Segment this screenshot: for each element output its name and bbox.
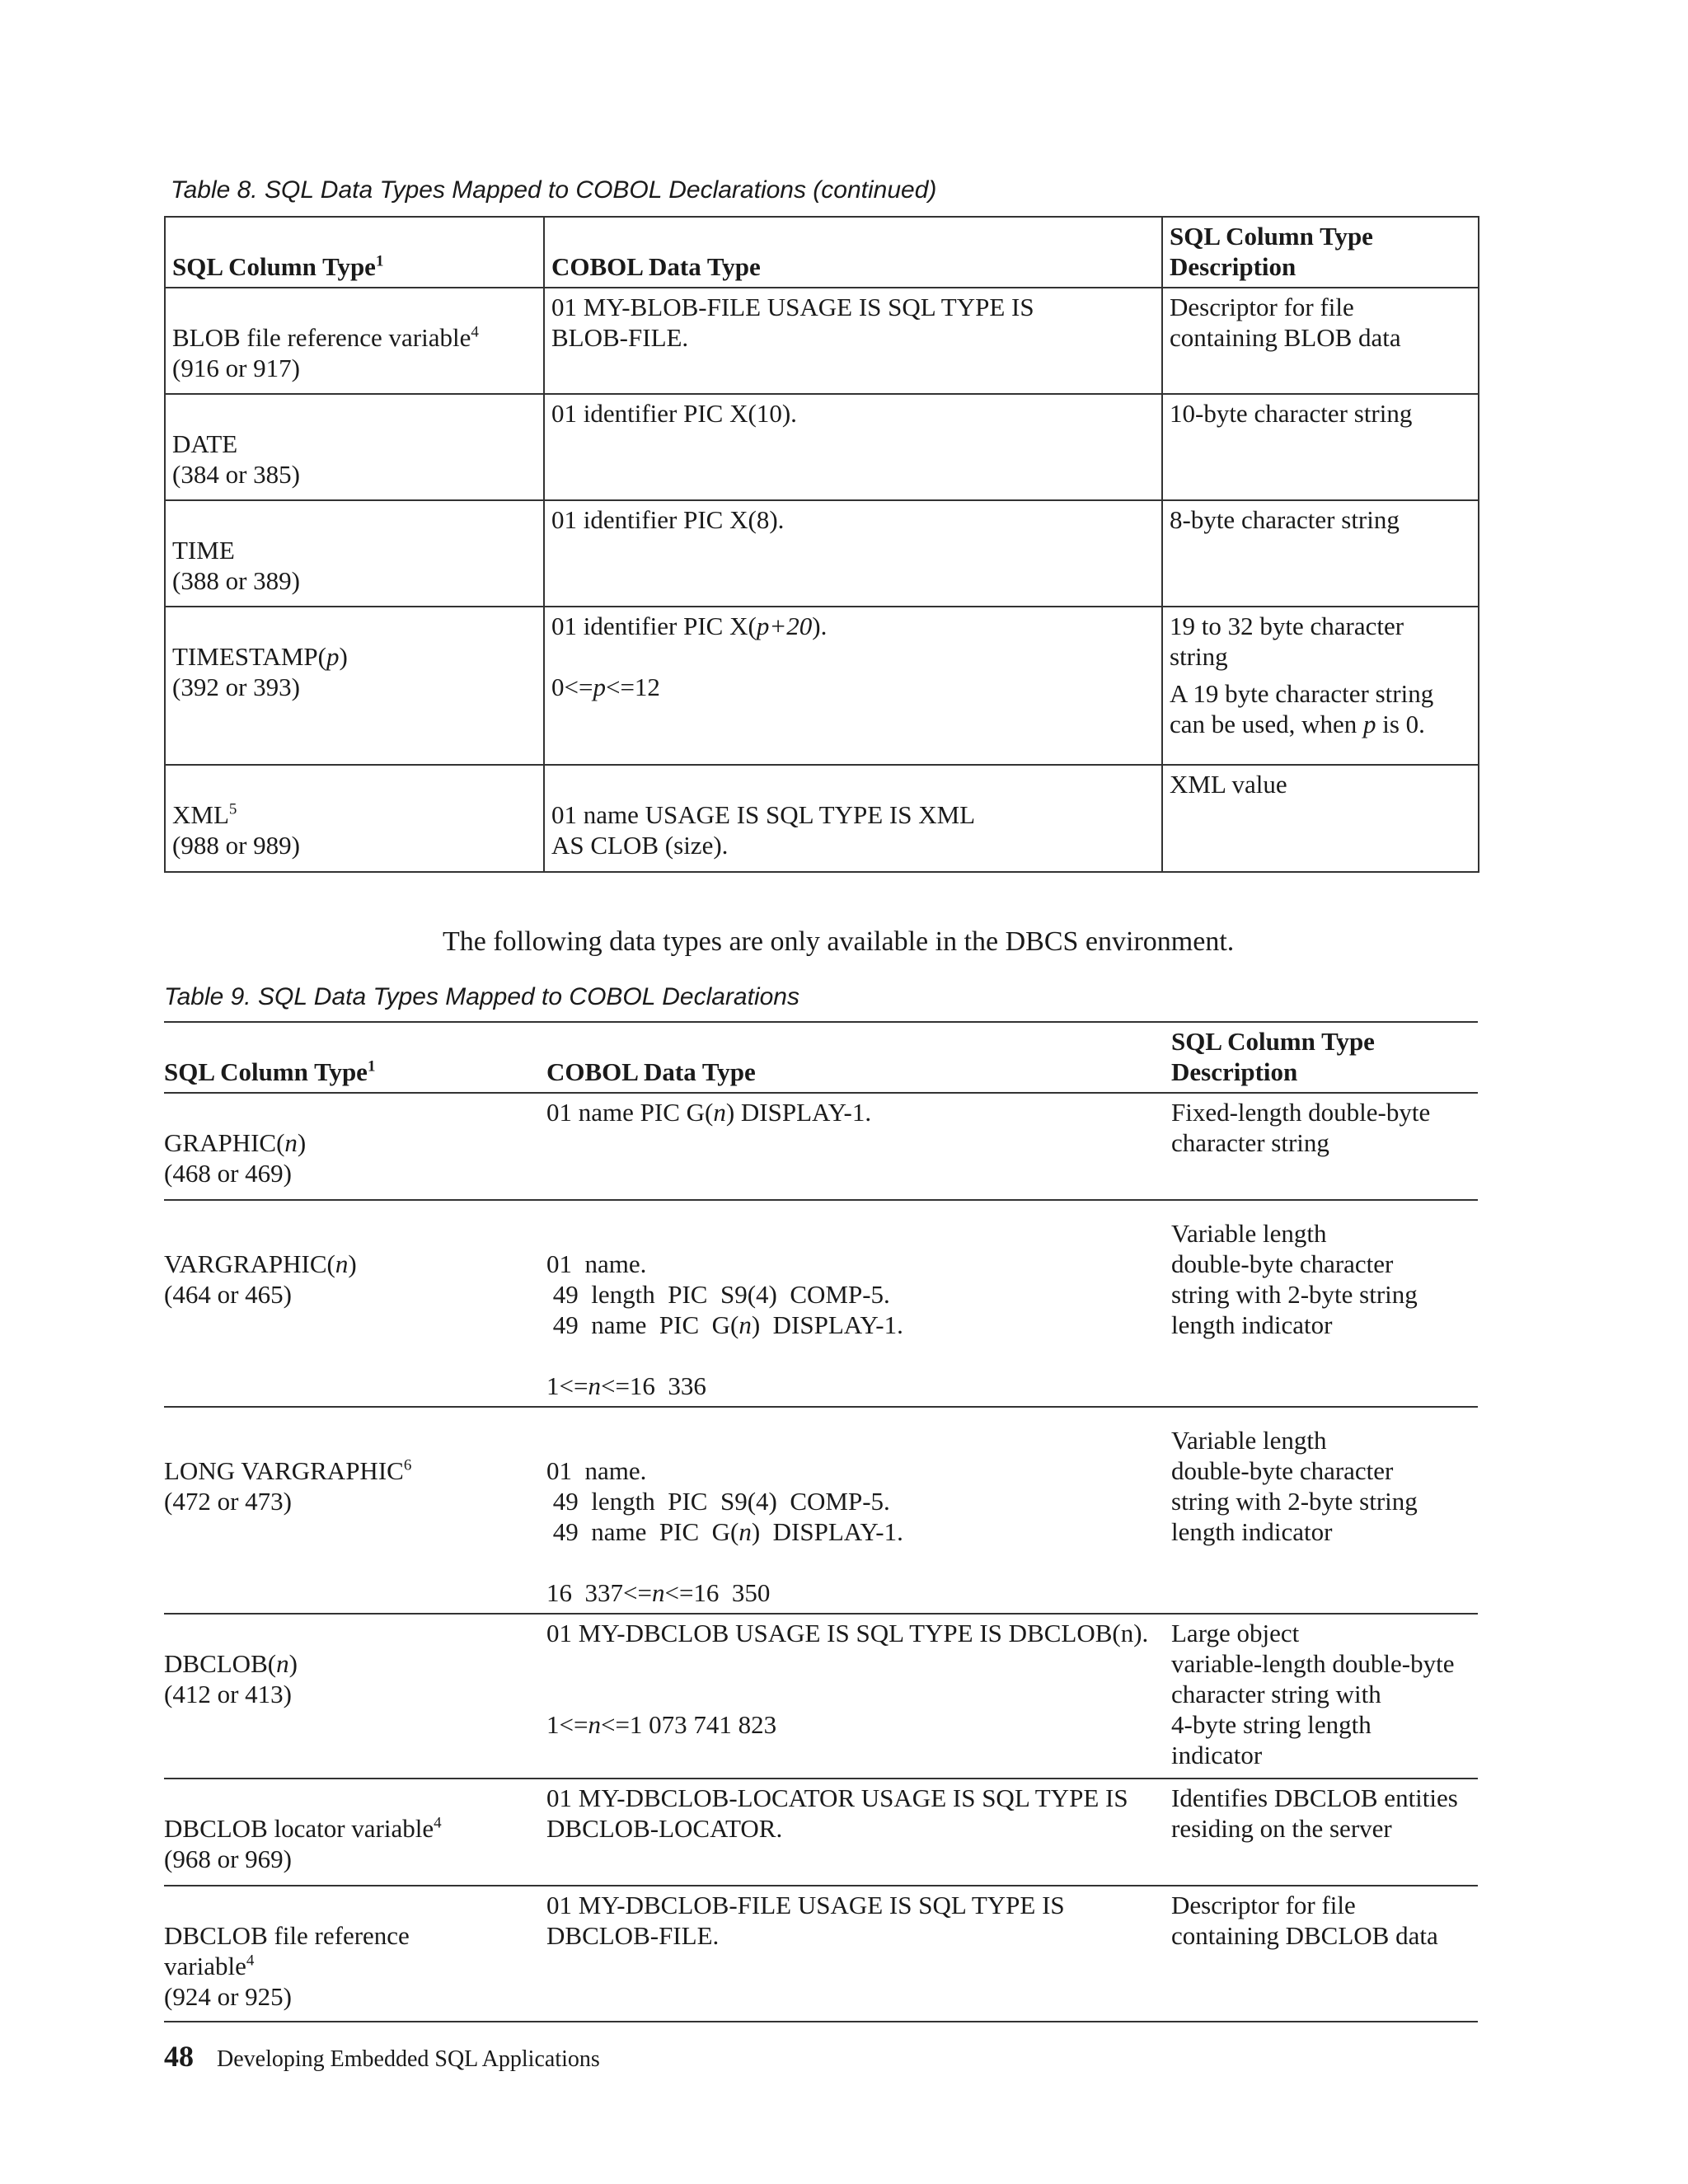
table-row	[165, 607, 1479, 765]
description-cell: XML value	[1162, 765, 1479, 872]
table-row	[165, 288, 1479, 394]
sql-type-cell: GRAPHIC(n) (468 or 469)	[164, 1093, 546, 1200]
description-cell: 10-byte character string	[1162, 394, 1479, 500]
page-number: 48	[164, 2040, 194, 2073]
dbcs-note: The following data types are only available in the DBCS environment.	[443, 926, 1235, 957]
header-sql-description: SQL Column Type Description	[1171, 1022, 1478, 1093]
sql-type-cell: TIMESTAMP(p) (392 or 393)	[165, 607, 544, 765]
header-sql-column-type: SQL Column Type$^1$	[165, 217, 544, 288]
cobol-type-cell: 01 MY-DBCLOB USAGE IS SQL TYPE IS DBCLOB(n). 1<=n<=1 073 741 823	[546, 1614, 1171, 1779]
cobol-type-cell: 01 name. 49 length PIC S9(4) COMP-5. 49 name PIC G(n) DISPLAY-1. 1<=n<=16 336	[546, 1200, 1171, 1407]
description-cell: Fixed-length double-byte character string	[1171, 1093, 1478, 1200]
sql-type-cell: XML$^5$ (988 or 989)	[165, 765, 544, 872]
cobol-type-cell: 01 name. 49 length PIC S9(4) COMP-5. 49 name PIC G(n) DISPLAY-1. 16 337<=n<=16 350	[546, 1407, 1171, 1614]
page-footer	[164, 2039, 600, 2074]
description-cell: Large object variable-length double-byte character string with 4-byte string length indicator	[1171, 1614, 1478, 1779]
table-8-caption: Table 8. SQL Data Types Mapped to COBOL Declarations (continued)	[171, 176, 937, 204]
book-title: Developing Embedded SQL Applications	[217, 2046, 600, 2072]
cobol-type-cell: 01 identifier PIC X(10).	[544, 394, 1162, 500]
table-8-header-row	[165, 217, 1479, 288]
table-9-header-row	[164, 1022, 1478, 1093]
cobol-type-cell: 01 name PIC G(n) DISPLAY-1.	[546, 1093, 1171, 1200]
table-row	[164, 1407, 1478, 1614]
description-cell: Variable length double-byte character string with 2-byte string length indicator	[1171, 1200, 1478, 1407]
description-cell: Descriptor for file containing DBCLOB data	[1171, 1886, 1478, 2022]
description-cell: Identifies DBCLOB entities residing on the server	[1171, 1779, 1478, 1886]
table-row	[164, 1200, 1478, 1407]
description-cell: Variable length double-byte character string with 2-byte string length indicator	[1171, 1407, 1478, 1614]
header-cobol-data-type: COBOL Data Type	[544, 217, 1162, 288]
header-cobol-data-type: COBOL Data Type	[546, 1022, 1171, 1093]
table-9	[164, 1021, 1478, 2022]
sql-type-cell: LONG VARGRAPHIC$^6$ (472 or 473)	[164, 1407, 546, 1614]
description-cell: 8-byte character string	[1162, 500, 1479, 607]
sql-type-cell: DBCLOB locator variable$^4$ (968 or 969)	[164, 1779, 546, 1886]
header-sql-column-type: SQL Column Type$^1$	[164, 1022, 546, 1093]
sql-type-cell: BLOB file reference variable$^4$ (916 or 917)	[165, 288, 544, 394]
sql-type-cell: TIME (388 or 389)	[165, 500, 544, 607]
table-8	[164, 216, 1479, 873]
sql-type-cell: DATE (384 or 385)	[165, 394, 544, 500]
sql-type-cell: DBCLOB file reference variable$^4$ (924 or 925)	[164, 1886, 546, 2022]
sql-type-cell: DBCLOB(n) (412 or 413)	[164, 1614, 546, 1779]
cobol-type-cell: 01 identifier PIC X(p+20). 0<=p<=12	[544, 607, 1162, 765]
table-row	[164, 1093, 1478, 1200]
table-row	[165, 394, 1479, 500]
table-row	[164, 1779, 1478, 1886]
sql-type-cell: VARGRAPHIC(n) (464 or 465)	[164, 1200, 546, 1407]
cobol-type-cell: 01 identifier PIC X(8).	[544, 500, 1162, 607]
description-cell: Descriptor for file containing BLOB data	[1162, 288, 1479, 394]
table-9-caption: Table 9. SQL Data Types Mapped to COBOL Declarations	[164, 983, 799, 1010]
description-cell: 19 to 32 byte character string A 19 byte character string can be used, when p is 0.	[1162, 607, 1479, 765]
header-sql-description: SQL Column Type Description	[1162, 217, 1479, 288]
cobol-type-cell: 01 MY-DBCLOB-LOCATOR USAGE IS SQL TYPE IS DBCLOB-LOCATOR.	[546, 1779, 1171, 1886]
table-row	[165, 765, 1479, 872]
table-row	[164, 1886, 1478, 2022]
table-row	[164, 1614, 1478, 1779]
table-row	[165, 500, 1479, 607]
cobol-type-cell: 01 MY-BLOB-FILE USAGE IS SQL TYPE IS BLOB-FILE.	[544, 288, 1162, 394]
cobol-type-cell: 01 MY-DBCLOB-FILE USAGE IS SQL TYPE IS DBCLOB-FILE.	[546, 1886, 1171, 2022]
cobol-type-cell: 01 name USAGE IS SQL TYPE IS XML AS CLOB (size).	[544, 765, 1162, 872]
